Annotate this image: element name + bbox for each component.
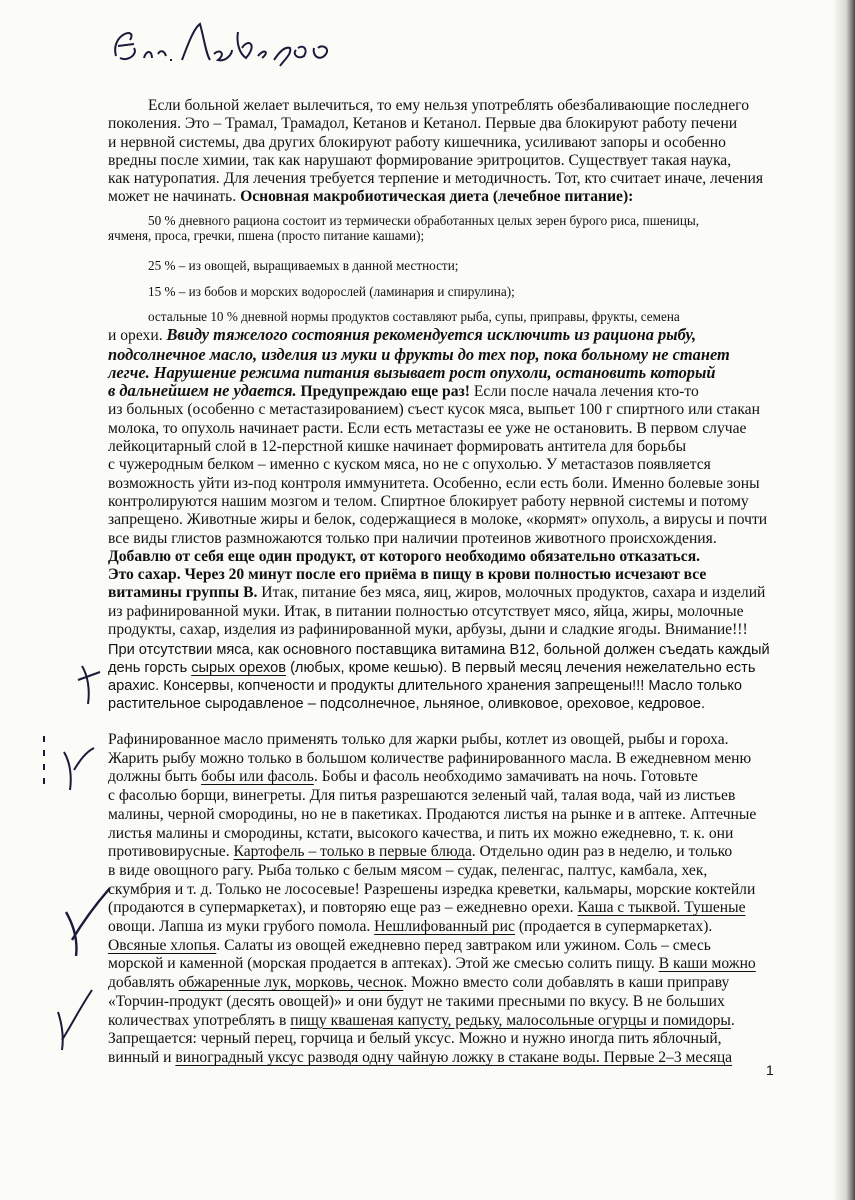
diet-item-beans	[148, 284, 515, 299]
text-segment: (продается в супермаркетах).	[514, 918, 713, 936]
text-line: с фасолью борщи, винегреты. Для питья разрешаются зеленый чай, талая вода, чай из листьев	[108, 787, 736, 805]
text-line: с чужеродным белком – именно с куском мяса, но не с опухолью. У метастазов появляется	[108, 456, 711, 474]
text-line: и нервной системы, два других блокируют работу кишечника, усиливают запоры и особенно	[108, 133, 726, 151]
text-segment: Итак, питание без мяса, яиц, жиров, молочных продуктов, сахара и изделий	[257, 584, 766, 602]
underlined-text: обжаренные лук, морковь, чеснок	[178, 974, 404, 992]
text-segment: количествах употреблять в	[108, 1011, 291, 1029]
text-line: все виды глистов размножаются только при наличии протеинов животного происхождения.	[108, 529, 717, 547]
text-line: как натуропатия. Для лечения требуется терпение и методичность. Тот, кто считает иначе, лечения	[108, 170, 763, 188]
text-segment: должны быть	[108, 768, 202, 786]
text-segment: . Отдельно один раз в неделю, и только	[471, 843, 733, 861]
text-line	[108, 382, 767, 401]
text-segment: (продаются в супермаркетах), и повторяю еще раз – ежедневно орехи.	[108, 899, 578, 917]
text-segment: . Можно вместо соли добавлять в каши приправу	[403, 974, 730, 992]
text-line: лейкоцитарный слой в 12-перстной кишке начинает формировать антитела для борьбы	[108, 438, 687, 456]
diet-item-vegetables	[148, 258, 458, 273]
text-line	[108, 955, 756, 974]
bold-text: витамины группы В.	[108, 584, 258, 602]
text-segment: . Салаты из овощей ежедневно перед завтраком или ужином. Соль – смесь	[216, 936, 711, 954]
check-mark-1	[78, 666, 100, 704]
check-mark-3	[58, 990, 92, 1050]
author-signature	[108, 14, 338, 74]
text-segment: добавлять	[108, 974, 179, 992]
text-line: При отсутствии мяса, как основного поставщика витамина В12, больной должен съедать каждый	[108, 642, 770, 658]
text-line: в виде овощного рагу. Рыба только с белым мясом – судак, пеленгас, палтус, камбала, хек,	[108, 861, 708, 879]
diet-heading: Основная макробиотическая диета (лечебное питание):	[240, 188, 634, 206]
underlined-text: В каши можно	[658, 955, 756, 973]
text-line	[108, 1049, 756, 1068]
text-segment: может не начинать.	[108, 188, 241, 206]
text-segment: винный и	[108, 1048, 176, 1066]
scan-edge	[833, 0, 855, 1200]
text-line: Жарить рыбу можно только в большом количестве рафинированного масла. В ежедневном меню	[108, 749, 752, 767]
underlined-text: Каша с тыквой. Тушеные	[577, 899, 746, 917]
page-number: 1	[766, 1062, 774, 1078]
text-line: 25 % – из овощей, выращиваемых в данной местности;	[148, 258, 459, 273]
paragraph-menu	[108, 731, 756, 1068]
text-line: поколения. Это – Трамал, Трамадол, Кетанов и Кетанол. Первые два блокируют работу печени	[108, 115, 738, 133]
bold-line: Добавлю от себя еще один продукт, от которого необходимо обязательно отказаться.	[108, 547, 701, 565]
text-segment: (любых, кроме кешью). В первый месяц лечения нежелательно есть	[286, 660, 756, 676]
text-line: арахис. Консервы, копчености и продукты длительного хранения запрещены!!! Масло только	[108, 678, 743, 694]
underlined-text: пищу квашеная капусту, редьку, малосольные огурцы и помидоры	[290, 1011, 731, 1029]
text-line: малины, черной смородины, но не в пакетиках. Продаются листья на рынке и в аптеке. Аптечные	[108, 805, 757, 823]
text-line: из больных (особенно с метастазированием) съест кусок мяса, выпьет 100 г спиртного или стакан	[108, 401, 760, 419]
text-line: 50 % дневного рациона состоит из термически обработанных целых зерен бурого риса, пшеницы,	[148, 213, 700, 228]
text-line: из рафинированной муки. Итак, в питании полностью отсутствует мясо, яйца, жиры, молочные	[108, 602, 744, 620]
paragraph-b12	[108, 641, 770, 713]
text-segment: день горсть	[108, 660, 192, 676]
text-line	[108, 937, 756, 956]
paragraph-main	[108, 308, 767, 639]
text-line: остальные 10 % дневной нормы продуктов составляют рыба, супы, приправы, фрукты, семена	[148, 309, 680, 324]
text-line	[108, 584, 767, 602]
text-segment: Если после начала лечения кто-то	[469, 383, 699, 401]
text-line: «Торчин-продукт (десять овощей)» и они будут не такими пресными по вкусу. В не больших	[108, 992, 725, 1010]
diet-item-grains	[108, 213, 700, 243]
text-line: молока, то опухоль начинает расти. Если есть метастазы ее уже не остановить. В первом случае	[108, 419, 747, 437]
text-line: Если больной желает вылечиться, то ему нельзя употреблять обезбаливающие последнего	[148, 97, 749, 114]
text-line: скумбрия и т. д. Только не лососевые! Разрешены изредка креветки, кальмары, морские коктейли	[108, 880, 756, 898]
underlined-text: Нешлифованный рис	[374, 918, 515, 936]
text-segment: .	[730, 1011, 735, 1029]
text-line	[108, 768, 756, 787]
text-line: возможность уйти из-под контроля иммунитета. Особенно, если есть боли. Именно болевые зоны	[108, 474, 760, 492]
text-segment: . Бобы и фасоль необходимо замачивать на ночь. Готовьте	[313, 768, 698, 786]
text-line: 15 % – из бобов и морских водорослей (ламинария и спирулина);	[148, 284, 515, 299]
text-segment: овощи. Лапша из муки грубого помола.	[108, 918, 375, 936]
bold-line: Это сахар. Через 20 минут после его приёма в пищу в крови полностью исчезают все	[108, 566, 707, 584]
text-line: листья малины и смородины, кстати, высокого качества, и пить их можно ежедневно, т. к. они	[108, 824, 734, 842]
text-line	[108, 1012, 756, 1031]
text-line: ячменя, проса, гречки, пшена (просто питание кашами);	[108, 228, 425, 243]
underlined-text: бобы или фасоль	[201, 768, 314, 786]
text-line: растительное сыродавленое – подсолнечное, льняное, оливковое, ореховое, кедровое.	[108, 696, 706, 712]
text-line	[108, 918, 756, 937]
warning-text: Ввиду тяжелого состояния рекомендуется исключить из рациона рыбу,	[166, 325, 697, 345]
underlined-text: сырых орехов	[191, 660, 287, 676]
text-line	[108, 899, 756, 918]
bold-text: Предупреждаю еще раз!	[296, 383, 470, 401]
large-check-mark	[66, 888, 110, 956]
paragraph-intro	[108, 97, 763, 207]
text-segment: противовирусные.	[108, 843, 234, 861]
underlined-text: Овсяные хлопья	[108, 936, 217, 954]
underlined-text: виноградный уксус разводя одну чайную ложку в стакане воды. Первые 2–3 месяца	[175, 1048, 733, 1066]
warning-line: легче. Нарушение режима питания вызывает рост опухоли, остановить который	[108, 362, 716, 382]
underlined-text: Картофель – только в первые блюда	[233, 843, 472, 861]
warning-line: подсолнечное масло, изделия из муки и фрукты до тех пор, пока больному не станет	[108, 344, 730, 364]
text-line	[108, 188, 763, 206]
text-line: контролируются нашим мозгом и телом. Спиртное блокирует работу нервной системы и потому	[108, 492, 749, 510]
text-line	[108, 974, 756, 993]
text-line	[108, 843, 756, 862]
text-line: запрещено. Животные жиры и белок, содержащиеся в молоке, «кормят» опухоль, а вирусы и почти	[108, 511, 768, 529]
text-line: вредны после химии, так как нарушают формирование эритроцитов. Существует такая наука,	[108, 151, 732, 169]
warning-text: в дальнейшем не удается.	[108, 381, 297, 401]
text-line: продукты, сахар, изделия из рафинированной муки, арбузы, дыни и сладкие ягоды. Внимание!!!	[108, 621, 748, 639]
text-line	[108, 326, 767, 345]
text-line	[108, 659, 770, 677]
text-line: Рафинированное масло применять только для жарки рыбы, котлет из овощей, рыбы и гороха.	[108, 731, 729, 748]
text-line: Запрещается: черный перец, горчица и белый уксус. Можно и нужно иногда пить яблочный,	[108, 1030, 722, 1048]
handwritten-margin-marks	[0, 0, 120, 1200]
text-segment: морской и каменной (морская продается в аптеках). Этой же смесью солить пищу.	[108, 955, 659, 973]
text-segment: и орехи.	[108, 327, 167, 345]
check-mark-2	[64, 748, 94, 790]
